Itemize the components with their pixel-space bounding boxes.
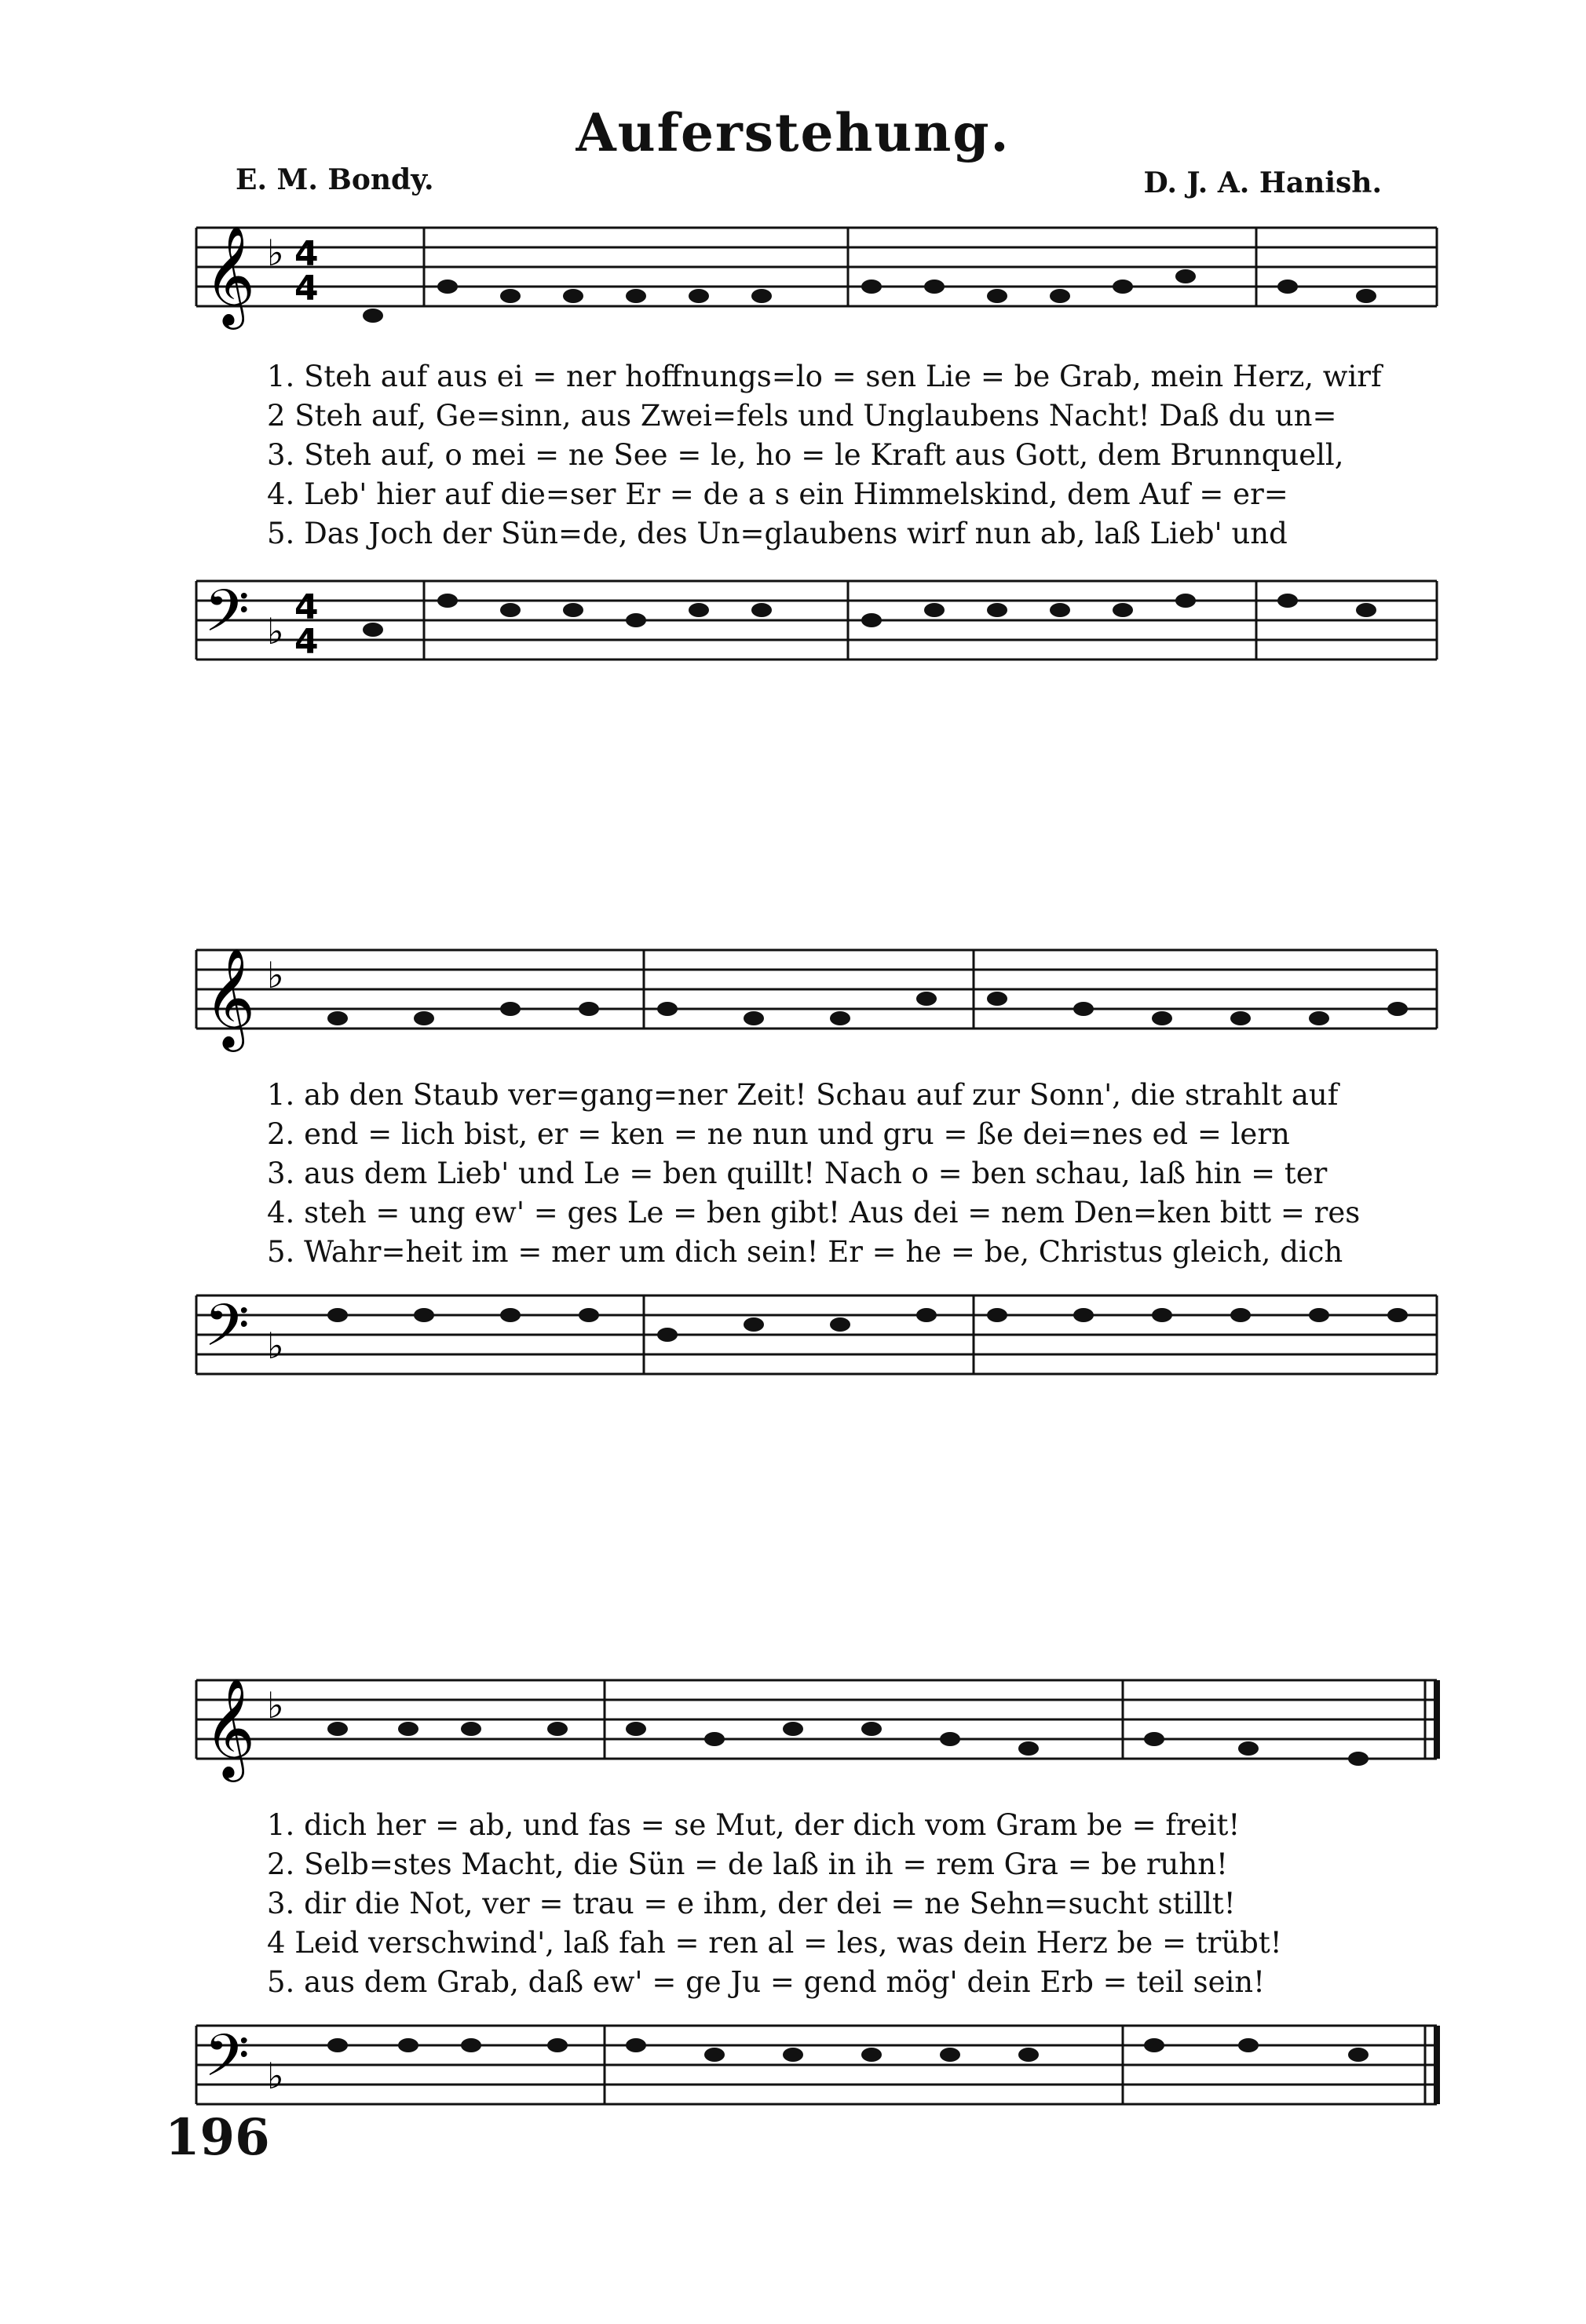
lyric-verse-3: 3. aus dem Lieb' und Le = ben quillt! Nach o = ben schau, laß hin = ter	[267, 1157, 1328, 1190]
svg-text:♭: ♭	[267, 2055, 284, 2097]
svg-text:𝄢: 𝄢	[204, 577, 250, 660]
svg-text:♭: ♭	[267, 954, 284, 996]
lyric-verse-3: 3. Steh auf, o mei = ne See = le, ho = le Kraft aus Gott, dem Brunnquell,	[267, 438, 1344, 472]
lyric-verse-2: 2 Steh auf, Ge=sinn, aus Zwei=fels und Unglaubens Nacht! Daß du un=	[267, 399, 1337, 433]
svg-text:4: 4	[294, 269, 319, 309]
svg-text:♭: ♭	[267, 610, 284, 652]
music-system-3	[181, 1649, 1445, 2167]
lyric-verse-2: 2. end = lich bist, er = ken = ne nun und gru = ße dei=nes ed = lern	[267, 1117, 1290, 1151]
lyric-verse-2: 2. Selb=stes Macht, die Sün = de laß in ih = rem Gra = be ruhn!	[267, 1847, 1228, 1881]
lyrics-block-2	[267, 1076, 1445, 1272]
svg-text:𝄞: 𝄞	[204, 947, 256, 1047]
lyric-verse-3: 3. dir die Not, ver = trau = e ihm, der dei = ne Sehn=sucht stillt!	[267, 1887, 1236, 1920]
bass-staff-2	[181, 1280, 1445, 1437]
lyric-verse-4: 4 Leid verschwind', laß fah = ren al = les, was dein Herz be = trübt!	[267, 1926, 1282, 1960]
bass-staff-3	[181, 2010, 1445, 2167]
lyric-verse-1: 1. ab den Staub ver=gang=ner Zeit! Schau auf zur Sonn', die strahlt auf	[267, 1078, 1339, 1112]
svg-text:4: 4	[294, 587, 319, 627]
lyric-verse-1: 1. dich her = ab, und fas = se Mut, der dich vom Gram be = freit!	[267, 1808, 1241, 1842]
lyric-verse-5: 5. aus dem Grab, daß ew' = ge Ju = gend mög' dein Erb = teil sein!	[267, 1965, 1266, 1999]
song-title: Auferstehung.	[576, 102, 1010, 163]
bass-staff-1	[181, 565, 1445, 722]
svg-text:𝄢: 𝄢	[204, 2022, 250, 2104]
lyrics-block-1	[267, 357, 1445, 554]
svg-text:♭: ♭	[267, 232, 284, 274]
lyricist-credit: E. M. Bondy.	[236, 163, 434, 196]
svg-text:𝄞: 𝄞	[204, 225, 256, 325]
lyric-verse-5: 5. Wahr=heit im = mer um dich sein! Er = he = be, Christus gleich, dich	[267, 1235, 1343, 1269]
music-system-2	[181, 919, 1445, 1437]
svg-text:♭: ♭	[267, 1684, 284, 1727]
svg-text:𝄞: 𝄞	[204, 1677, 256, 1778]
svg-text:♭: ♭	[267, 1325, 284, 1367]
lyric-verse-4: 4. Leb' hier auf die=ser Er = de a s ein Himmelskind, dem Auf = er=	[267, 477, 1288, 511]
composer-credit: D. J. A. Hanish.	[1143, 166, 1382, 199]
lyric-verse-1: 1. Steh auf aus ei = ner hoffnungs=lo = sen Lie = be Grab, mein Herz, wirf	[267, 360, 1382, 393]
music-system-1	[181, 196, 1445, 730]
lyric-verse-5: 5. Das Joch der Sün=de, des Un=glaubens wirf nun ab, laß Lieb' und	[267, 517, 1288, 550]
svg-text:𝄢: 𝄢	[204, 1292, 250, 1374]
svg-text:4: 4	[294, 234, 319, 274]
page-number: 196	[165, 2108, 270, 2167]
svg-text:4: 4	[294, 622, 319, 662]
lyric-verse-4: 4. steh = ung ew' = ges Le = ben gibt! Aus dei = nem Den=ken bitt = res	[267, 1196, 1361, 1230]
lyrics-block-3	[267, 1806, 1445, 2002]
